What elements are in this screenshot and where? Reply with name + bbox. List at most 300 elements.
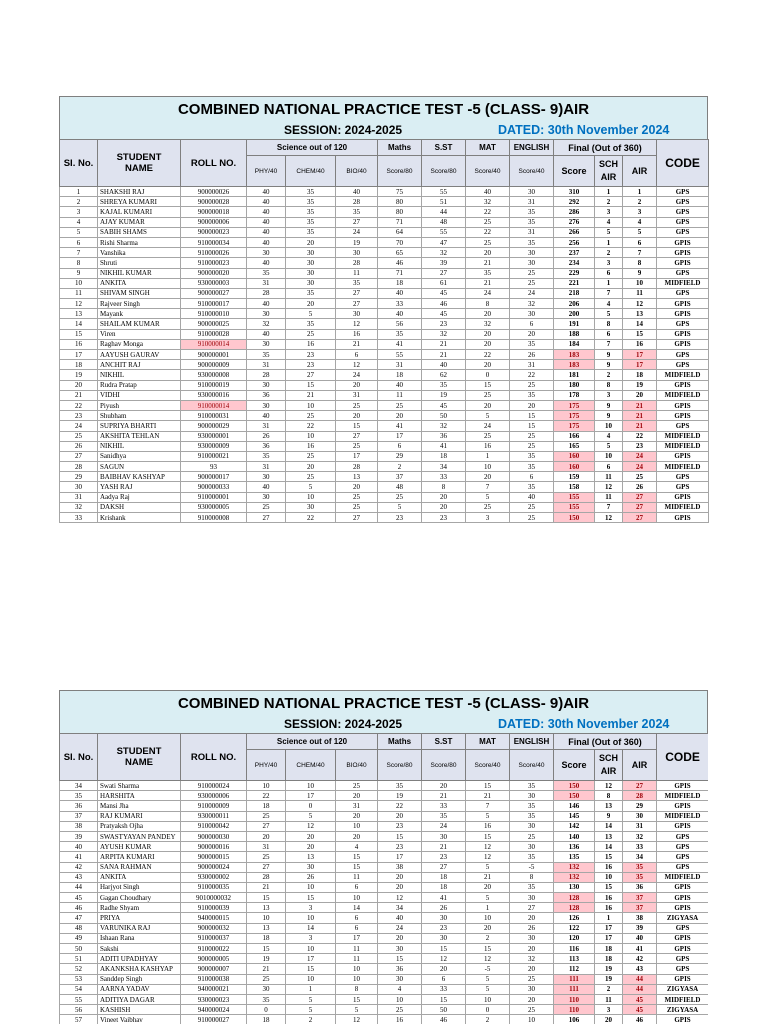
chem-score-cell: 0 (286, 801, 336, 811)
center-code-cell: GPS (657, 954, 708, 964)
sl-no-cell: 51 (60, 954, 98, 964)
roll-no-cell: 910000034 (181, 237, 247, 247)
phy-score-cell: 26 (247, 431, 286, 441)
phy-score-cell: 31 (247, 360, 286, 370)
english-score-cell: 25 (510, 502, 554, 512)
student-name-cell: ANKITA (98, 278, 181, 288)
roll-no-cell: 930000008 (181, 370, 247, 380)
sch-air-cell: 20 (595, 1015, 623, 1024)
phy-score-cell: 0 (247, 1005, 286, 1015)
sch-air-cell: 9 (595, 411, 623, 421)
center-code-cell: GPIS (657, 329, 709, 339)
final-score-cell: 122 (554, 923, 595, 933)
bio-score-cell: 35 (336, 278, 378, 288)
final-score-cell: 200 (554, 309, 595, 319)
english-score-cell: 35 (510, 852, 554, 862)
maths-score-cell: 15 (378, 831, 422, 841)
student-name-cell: Mayank (98, 309, 181, 319)
mat-score-cell: 35 (466, 268, 510, 278)
final-score-cell: 183 (554, 360, 595, 370)
mat-score-cell: 20 (466, 248, 510, 258)
english-score-cell: 25 (510, 380, 554, 390)
results-table-body (60, 781, 709, 1024)
chem-score-cell: 14 (286, 923, 336, 933)
phy-score-cell: 31 (247, 278, 286, 288)
center-code-cell: GPS (657, 227, 709, 237)
sl-no-cell: 55 (60, 994, 98, 1004)
mat-score-cell: 0 (466, 370, 510, 380)
bio-score-cell: 14 (336, 903, 378, 913)
mat-score-cell: 25 (466, 390, 510, 400)
maths-score-cell: 18 (378, 278, 422, 288)
phy-score-cell: 35 (247, 268, 286, 278)
english-score-cell: 20 (510, 964, 554, 974)
phy-score-cell: 25 (247, 502, 286, 512)
student-name-cell: KAJAL KUMARI (98, 207, 181, 217)
bio-score-cell: 20 (336, 791, 378, 801)
sl-no-cell: 50 (60, 944, 98, 954)
english-score-cell: 35 (510, 811, 554, 821)
sch-air-cell: 5 (595, 441, 623, 451)
chem-score-cell: 3 (286, 903, 336, 913)
table-row (60, 502, 709, 512)
mat-score-cell: 24 (466, 421, 510, 431)
results-table (59, 733, 708, 1024)
sst-score-cell: 20 (422, 492, 466, 502)
sch-air-cell: 9 (595, 400, 623, 410)
session-label: SESSION: 2024-2025 (284, 717, 403, 731)
bio-score-cell: 30 (336, 309, 378, 319)
sl-no-cell: 38 (60, 821, 98, 831)
center-code-cell: MIDFIELD (657, 791, 708, 801)
center-code-cell: GPS (657, 187, 709, 197)
sl-no-cell: 54 (60, 984, 98, 994)
sl-no-cell: 36 (60, 801, 98, 811)
sch-air-cell: 15 (595, 882, 623, 892)
air-rank-cell: 16 (623, 339, 657, 349)
sch-air-cell: 7 (595, 288, 623, 298)
roll-no-header: ROLL NO. (181, 734, 247, 781)
sch-air-cell: 18 (595, 944, 623, 954)
center-code-cell: GPS (657, 217, 709, 227)
sst-score-cell: 35 (422, 811, 466, 821)
sl-no-cell: 18 (60, 360, 98, 370)
center-code-cell: GPS (657, 862, 708, 872)
sch-air-cell: 2 (595, 984, 623, 994)
bio-score-cell: 28 (336, 197, 378, 207)
phy-score-cell: 30 (247, 400, 286, 410)
table-row (60, 862, 709, 872)
final-score-cell: 155 (554, 502, 595, 512)
bio-score-cell: 15 (336, 421, 378, 431)
final-score-cell: 165 (554, 441, 595, 451)
table-row (60, 984, 709, 994)
center-code-cell: MIDFIELD (657, 811, 708, 821)
sl-no-cell: 20 (60, 380, 98, 390)
sch-air-cell: 13 (595, 831, 623, 841)
mat-score-cell: 20 (466, 882, 510, 892)
final-score-cell: 218 (554, 288, 595, 298)
english-score-cell: 32 (510, 954, 554, 964)
maths-score-cell: 17 (378, 852, 422, 862)
sch-air-cell: 12 (595, 482, 623, 492)
sst-score-cell: 19 (422, 390, 466, 400)
student-name-cell: Swati Sharma (98, 781, 181, 791)
air-rank-cell: 44 (623, 984, 657, 994)
air-rank-cell: 7 (623, 248, 657, 258)
bio-score-cell: 25 (336, 441, 378, 451)
final-score-cell: 175 (554, 400, 595, 410)
table-row (60, 852, 709, 862)
sl-no-cell: 48 (60, 923, 98, 933)
student-name-cell: ANKITA (98, 872, 181, 882)
student-name-cell: SUPRIYA BHARTI (98, 421, 181, 431)
phy-score-cell: 22 (247, 791, 286, 801)
phy-score-cell: 21 (247, 964, 286, 974)
sheet-title: COMBINED NATIONAL PRACTICE TEST -5 (CLASS- 9)AIR (59, 690, 708, 716)
maths-score-cell: 40 (378, 913, 422, 923)
chem-score-cell: 20 (286, 831, 336, 841)
center-code-cell: GPIS (657, 299, 709, 309)
bio-score-cell: 27 (336, 288, 378, 298)
roll-no-cell: 900000033 (181, 482, 247, 492)
final-score-cell: 135 (554, 852, 595, 862)
maths-score-cell: 75 (378, 187, 422, 197)
center-code-cell: GPS (657, 842, 708, 852)
science-group-header: Science out of 120 (247, 734, 378, 750)
mat-score-cell: 16 (466, 821, 510, 831)
sl-no-cell: 39 (60, 831, 98, 841)
sst-score-cell: 45 (422, 288, 466, 298)
final-score-cell: 175 (554, 411, 595, 421)
sst-score-cell: 45 (422, 400, 466, 410)
sch-air-cell: 19 (595, 964, 623, 974)
sl-no-cell: 49 (60, 933, 98, 943)
maths-score-cell: 20 (378, 411, 422, 421)
maths-score-cell: 70 (378, 237, 422, 247)
sst-score-cell: 20 (422, 781, 466, 791)
bio-score-cell: 10 (336, 893, 378, 903)
final-score-cell: 256 (554, 237, 595, 247)
bio-score-cell: 20 (336, 831, 378, 841)
sst-score-cell: 23 (422, 319, 466, 329)
sheet-title: COMBINED NATIONAL PRACTICE TEST -5 (CLASS- 9)AIR (59, 96, 708, 122)
english-score-cell: 26 (510, 923, 554, 933)
phy-score-cell: 35 (247, 350, 286, 360)
maths-score-cell: 30 (378, 974, 422, 984)
student-name-cell: Aadya Raj (98, 492, 181, 502)
air-rank-cell: 17 (623, 350, 657, 360)
bio-score-cell: 17 (336, 933, 378, 943)
bio-score-cell: 28 (336, 462, 378, 472)
phy-score-cell: 18 (247, 1015, 286, 1024)
phy-score-cell: 25 (247, 974, 286, 984)
chem-score-cell: 25 (286, 472, 336, 482)
table-row (60, 299, 709, 309)
roll-no-cell: 910000037 (181, 933, 247, 943)
student-name-cell: Raghav Monga (98, 339, 181, 349)
table-row (60, 370, 709, 380)
table-row (60, 923, 709, 933)
mat-score-cell: 20 (466, 329, 510, 339)
sch-air-cell: 3 (595, 390, 623, 400)
sl-no-cell: 1 (60, 187, 98, 197)
final-score-cell: 106 (554, 1015, 595, 1024)
table-row (60, 462, 709, 472)
maths-score-cell: 23 (378, 513, 422, 523)
english-score-cell: 30 (510, 791, 554, 801)
center-code-cell: GPIS (657, 451, 709, 461)
bio-score-cell: 27 (336, 299, 378, 309)
maths-score-cell: 22 (378, 801, 422, 811)
final-score-cell: 150 (554, 791, 595, 801)
phy-score-cell: 15 (247, 893, 286, 903)
bio-score-cell: 27 (336, 217, 378, 227)
roll-no-header: ROLL NO. (181, 140, 247, 187)
english-score-cell: 30 (510, 984, 554, 994)
phy-score-cell: 18 (247, 801, 286, 811)
roll-no-cell: 930000001 (181, 431, 247, 441)
student-name-cell: DAKSH (98, 502, 181, 512)
center-code-cell: MIDFIELD (657, 390, 709, 400)
sl-no-cell: 21 (60, 390, 98, 400)
chem-score-cell: 25 (286, 411, 336, 421)
final-score-cell: 180 (554, 380, 595, 390)
center-code-cell: GPS (657, 207, 709, 217)
final-score-cell: 145 (554, 811, 595, 821)
bio-score-cell: 21 (336, 339, 378, 349)
sch-air-cell: 6 (595, 329, 623, 339)
air-rank-cell: 6 (623, 237, 657, 247)
phy-score-cell: 13 (247, 923, 286, 933)
air-rank-cell: 45 (623, 994, 657, 1004)
mat-score-cell: 16 (466, 441, 510, 451)
table-row (60, 821, 709, 831)
phy-score-cell: 27 (247, 513, 286, 523)
sl-no-cell: 30 (60, 482, 98, 492)
mat-score-cell: 22 (466, 227, 510, 237)
sst-score-cell: 18 (422, 882, 466, 892)
phy-score-cell: 31 (247, 421, 286, 431)
table-row (60, 513, 709, 523)
bio-score-cell: 11 (336, 268, 378, 278)
sst-score-cell: 20 (422, 502, 466, 512)
phy-score-cell: 30 (247, 248, 286, 258)
center-code-cell: GPIS (657, 411, 709, 421)
maths-score-cell: 25 (378, 492, 422, 502)
student-name-cell: Mansi Jha (98, 801, 181, 811)
roll-no-cell: 900000023 (181, 227, 247, 237)
student-name-cell: SABIH SHAMS (98, 227, 181, 237)
chem-score-cell: 5 (286, 309, 336, 319)
sl-no-cell: 40 (60, 842, 98, 852)
roll-no-cell: 900000027 (181, 288, 247, 298)
chem-score-cell: 10 (286, 781, 336, 791)
bio-score-cell: 6 (336, 913, 378, 923)
english-header: ENGLISH (510, 734, 554, 750)
chem-score-cell: 16 (286, 339, 336, 349)
english-score-header: Score/40 (510, 156, 554, 187)
sst-score-cell: 41 (422, 893, 466, 903)
bio-score-cell: 15 (336, 862, 378, 872)
phy-score-cell: 30 (247, 492, 286, 502)
sst-score-cell: 27 (422, 268, 466, 278)
phy-score-cell: 28 (247, 872, 286, 882)
mat-score-cell: 20 (466, 472, 510, 482)
maths-score-cell: 41 (378, 421, 422, 431)
center-code-cell: MIDFIELD (657, 502, 709, 512)
center-code-cell: GPS (657, 360, 709, 370)
roll-no-cell: 900000007 (181, 964, 247, 974)
maths-score-cell: 34 (378, 903, 422, 913)
sch-air-cell: 17 (595, 923, 623, 933)
air-rank-cell: 27 (623, 492, 657, 502)
final-score-cell: 237 (554, 248, 595, 258)
english-score-cell: 25 (510, 513, 554, 523)
maths-score-cell: 31 (378, 360, 422, 370)
mat-score-cell: 22 (466, 207, 510, 217)
table-row (60, 390, 709, 400)
sl-no-cell: 53 (60, 974, 98, 984)
air-rank-cell: 37 (623, 903, 657, 913)
center-code-cell: GPS (657, 197, 709, 207)
table-row (60, 903, 709, 913)
mat-score-cell: 15 (466, 380, 510, 390)
table-row (60, 472, 709, 482)
roll-no-cell: 930000003 (181, 278, 247, 288)
final-score-header: Score (554, 750, 595, 781)
table-row (60, 441, 709, 451)
bio-score-cell: 20 (336, 411, 378, 421)
table-row (60, 268, 709, 278)
roll-no-cell: 910000009 (181, 801, 247, 811)
sl-no-cell: 4 (60, 217, 98, 227)
final-score-cell: 112 (554, 964, 595, 974)
english-score-cell: 25 (510, 831, 554, 841)
chem-score-cell: 30 (286, 268, 336, 278)
final-score-cell: 120 (554, 933, 595, 943)
sl-no-cell: 13 (60, 309, 98, 319)
english-score-cell: 31 (510, 197, 554, 207)
maths-score-cell: 46 (378, 258, 422, 268)
sl-no-cell: 34 (60, 781, 98, 791)
center-code-cell: GPS (657, 421, 709, 431)
maths-score-cell: 36 (378, 964, 422, 974)
chem-score-cell: 15 (286, 380, 336, 390)
sst-score-cell: 33 (422, 801, 466, 811)
phy-score-cell: 27 (247, 862, 286, 872)
bio-score-cell: 12 (336, 1015, 378, 1024)
sch-air-cell: 16 (595, 893, 623, 903)
english-score-cell: 25 (510, 441, 554, 451)
bio-score-cell: 17 (336, 451, 378, 461)
center-code-cell: GPIS (657, 237, 709, 247)
sst-score-header: Score/80 (422, 750, 466, 781)
maths-score-cell: 37 (378, 472, 422, 482)
maths-score-cell: 24 (378, 923, 422, 933)
table-row (60, 872, 709, 882)
chem-score-cell: 15 (286, 964, 336, 974)
sl-no-cell: 37 (60, 811, 98, 821)
sl-no-cell: 26 (60, 441, 98, 451)
sl-no-cell: 6 (60, 237, 98, 247)
maths-score-cell: 33 (378, 299, 422, 309)
sl-no-cell: 52 (60, 964, 98, 974)
chem-score-cell: 12 (286, 821, 336, 831)
sch-air-cell: 3 (595, 258, 623, 268)
mat-score-cell: 15 (466, 781, 510, 791)
maths-score-cell: 71 (378, 217, 422, 227)
table-row (60, 421, 709, 431)
roll-no-cell: 900000017 (181, 472, 247, 482)
chem-score-cell: 10 (286, 400, 336, 410)
sst-score-cell: 8 (422, 482, 466, 492)
sl-no-cell: 11 (60, 288, 98, 298)
sch-air-cell: 13 (595, 801, 623, 811)
student-name-cell: Ishaan Rana (98, 933, 181, 943)
air-rank-cell: 9 (623, 268, 657, 278)
air-rank-cell: 2 (623, 197, 657, 207)
sl-no-cell: 12 (60, 299, 98, 309)
mat-score-cell: 10 (466, 913, 510, 923)
final-score-header: Score (554, 156, 595, 187)
mat-score-cell: 40 (466, 187, 510, 197)
air-rank-cell: 39 (623, 923, 657, 933)
mat-score-cell: 12 (466, 852, 510, 862)
air-rank-cell: 15 (623, 329, 657, 339)
chem-score-cell: 35 (286, 187, 336, 197)
english-score-cell: 20 (510, 913, 554, 923)
student-name-cell: HARSHITA (98, 791, 181, 801)
chem-score-cell: 5 (286, 482, 336, 492)
air-rank-cell: 24 (623, 451, 657, 461)
bio-score-cell: 6 (336, 350, 378, 360)
center-code-cell: GPIS (657, 400, 709, 410)
english-score-cell: 35 (510, 207, 554, 217)
student-name-cell: Harjyot Singh (98, 882, 181, 892)
maths-score-cell: 41 (378, 339, 422, 349)
english-score-header: Score/40 (510, 750, 554, 781)
roll-no-cell: 940000015 (181, 913, 247, 923)
table-row (60, 278, 709, 288)
sl-no-cell: 29 (60, 472, 98, 482)
chem-score-cell: 27 (286, 370, 336, 380)
maths-score-cell: 6 (378, 441, 422, 451)
student-name-cell: ARPITA KUMARI (98, 852, 181, 862)
dated-label: DATED: 30th November 2024 (498, 717, 670, 731)
air-rank-cell: 14 (623, 319, 657, 329)
bio-score-cell: 28 (336, 258, 378, 268)
maths-score-cell: 20 (378, 882, 422, 892)
mat-score-cell: 10 (466, 462, 510, 472)
maths-score-cell: 19 (378, 791, 422, 801)
final-score-cell: 136 (554, 842, 595, 852)
final-score-cell: 140 (554, 831, 595, 841)
mat-score-cell: 21 (466, 278, 510, 288)
air-rank-cell: 40 (623, 933, 657, 943)
air-rank-cell: 26 (623, 482, 657, 492)
sst-score-cell: 32 (422, 421, 466, 431)
results-sheet-2 (59, 690, 708, 1024)
mat-score-cell: 22 (466, 350, 510, 360)
phy-score-cell: 10 (247, 781, 286, 791)
roll-no-cell: 910000028 (181, 329, 247, 339)
maths-score-cell: 11 (378, 390, 422, 400)
air-rank-cell: 27 (623, 513, 657, 523)
bio-score-cell: 25 (336, 400, 378, 410)
chem-score-cell: 13 (286, 852, 336, 862)
final-score-cell: 132 (554, 862, 595, 872)
